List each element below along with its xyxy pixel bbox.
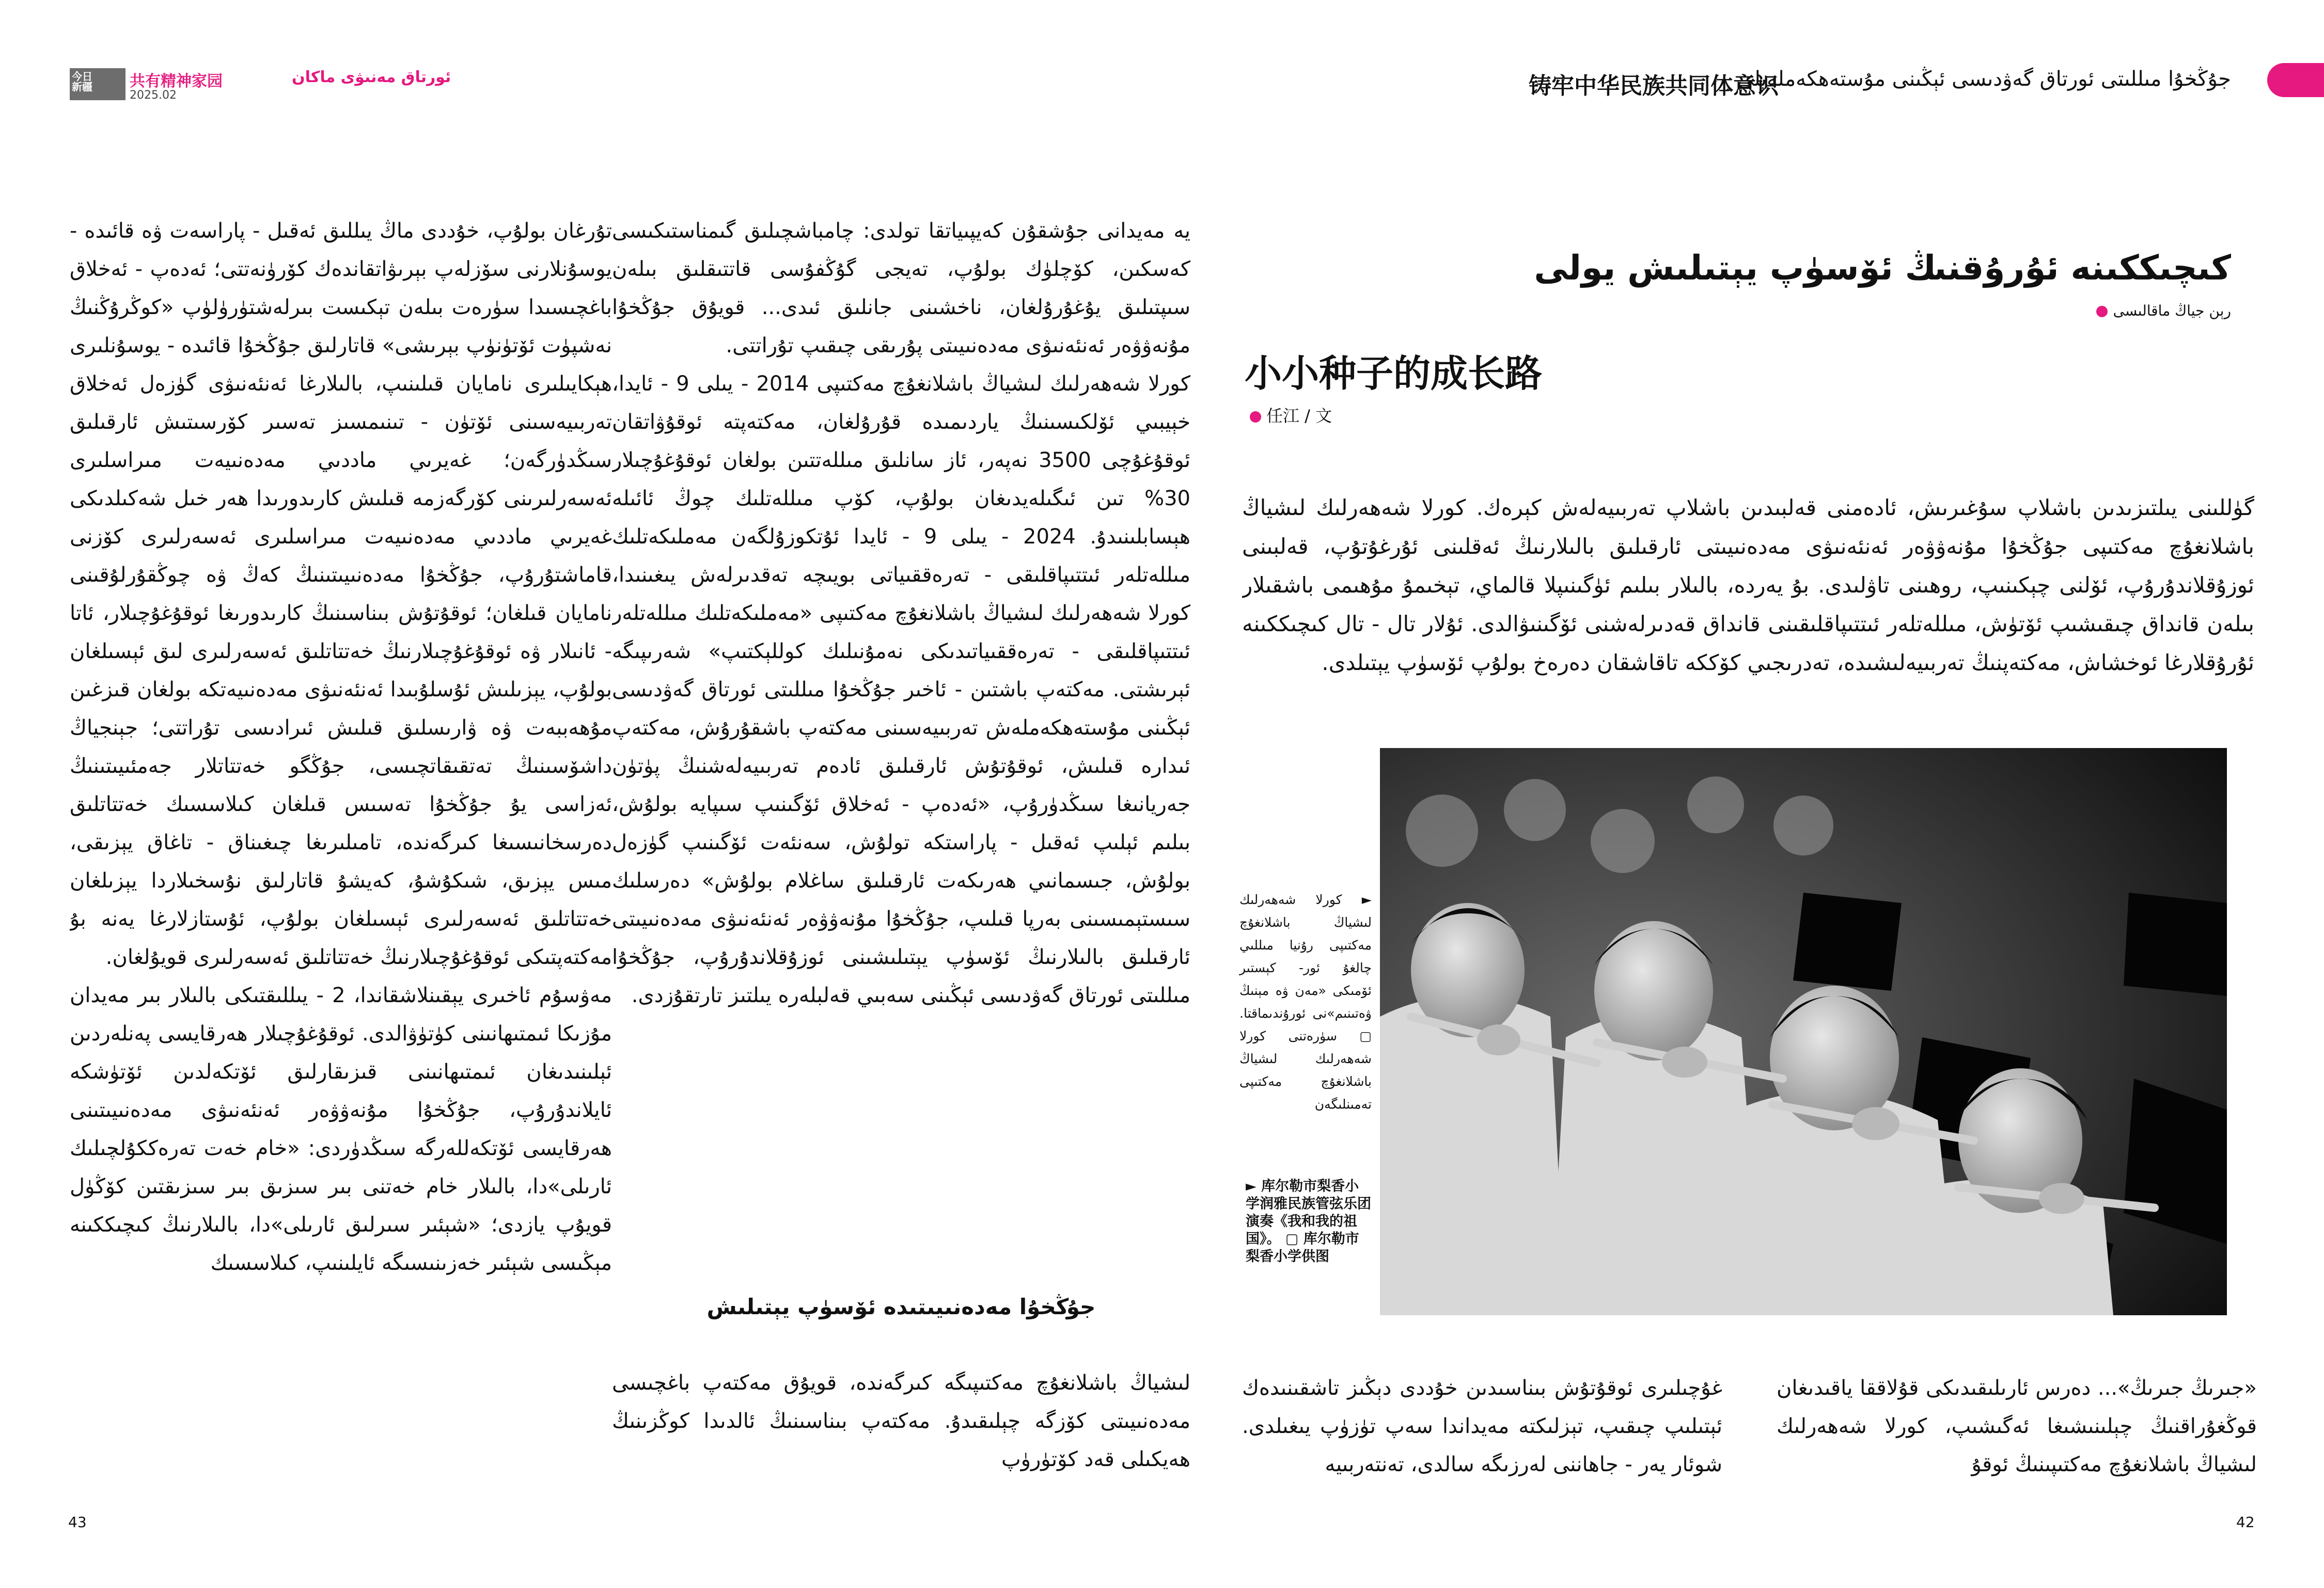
bullet-dot-icon <box>2096 306 2108 317</box>
body-column-right-right <box>1777 1369 2257 1493</box>
bullet-dot-icon <box>1250 411 1261 423</box>
body-paragraph: «جىرىڭ جىرىڭ»... دەرس ئارىلىقىدىكى قۇلاققا ياقىدىغان قوڭغۇراقنىڭ چېلىنىشىغا ئەگىشىپ، كورلا شەھەرلىك لىشياڭ باشلانغۇچ مەكتىپىنىڭ ئوقۇ <box>1777 1376 2257 1476</box>
logo-line-2: 新疆 <box>72 81 92 93</box>
author-name-cn: 任江 / 文 <box>1266 406 1332 426</box>
column-title-cn: 铸牢中华民族共同体意识 <box>1529 73 1779 99</box>
article-author-cn <box>1245 403 1332 427</box>
section-title-cn: 共有精神家园 <box>130 72 223 90</box>
page-tab-marker <box>2267 63 2324 97</box>
body-column-middle <box>612 212 1190 1307</box>
body-paragraph: لىشياڭ باشلانغۇچ مەكتىپىگە كىرگەندە، قويۇق مەكتەپ باغچىسى مەدەنىيىتى كۆزگە چېلىقىدۇ. مەكتەپ بىناسىنىڭ ئالدىدا كوڭزىنىڭ ھەيكىلى قەد كۆتۈرۈپ <box>612 1371 1190 1471</box>
body-paragraph: تۇرغان بولۇپ، خۇددى ماڭ يىللىق ئەقىل - پاراسەت ۋە قائىدە - يوسۇنلارنى سۆزلەپ بېرىۋاتقاندەك كۆرۈنەتتى؛ ئەدەپ - ئەخلاق باغچىسىدا سۈرەت بىلەن تېكىست بىرلەشتۈرۈلۈپ «كوڭرۇڭنىڭ نەشپۈت ئۆتۈنۈپ بېرىشى» قاتارلىق جۇڭخۇا قائىدە - يوسۇنلىرى ھېكايىلىرى نامايان قىلىنىپ، بالىلارغا ئەنئەنىۋى گۈزەل ئەخلاق تەربىيەسىنى ئۆتۈن - تىنىمسىز تەسىر كۆرسىتىش ئارقىلىق سىڭدۈرگەن؛ غەيرىي ماددىي مەدەنىيەت مىراسلىرى ئەسەرلىرىنى كۆرگەزمە قىلىش كارىدورىدا ھەر خىل شەكىلدىكى غەيرىي ماددىي مەدەنىيەت مىراسلىرى ئەسەرلىرى كۆزنى قاماشتۇرۇپ، جۇڭخۇا مەدەنىيىتىنىڭ كەڭ ۋە چوڭقۇرلۇقىنى نامايان قىلغان؛ ئوقۇتۇش بىناسىنىڭ كارىدورىغا ئوقۇغۇچىلار، ئاتا - ئانىلار ۋە ئوقۇغۇچىلارنىڭ خەتتاتلىق ئەسەرلىرى لىق ئېسىلغان بولۇپ، يېزىلىش ئۇسلۇبىدا ئەنئەنىۋى مەدەنىيەتكە بولغان قىزغىن مۇھەببەت ۋە ۋارىسلىق قىلىش ئىرادىسى تۇراتتى؛ جېنجياڭ داشۆسىنىڭ تەتقىقاتچىسى، جۇڭگو خەتتاتلار جەمئىيىتىنىڭ ئەزاسى يۇ جۇڭخۇا تەسىس قىلغان كىلاسسىك خەتتاتلىق دەرسخانىسىغا كىرگەندە، تامىلىرىغا چىغىناق - تاغاق يېزىقى، مىس يېزىق، شىكۇشۇ، كەيشۇ قاتارلىق نۇسخىلاردا يېزىلغان خەتتاتلىق ئەسەرلىرى ئېسىلغان بولۇپ، ئۇستازلارغا يەنە بۇ مەكتەپتىكى ئوقۇغۇچىلارنىڭ خەتتاتلىق ئەسەرلىرى قويۇلغان. <box>70 219 612 969</box>
section-subheading: جۇڭخۇا مەدەنىيىتىدە ئۆسۈپ يېتىلىش <box>706 1294 1096 1319</box>
photo-caption-ug: ► كورلا شەھەرلىك لىشياڭ باشلانغۇچ مەكتىپى رۇنيا مىللىي چالغۇ ئور- كېستىر ئۆمىكى «مەن ۋە مېنىڭ ۋەتىنىم»نى ئورۇندىماقتا. ▢ سۈرەتنى كورلا شەھەرلىك لىشياڭ باشلانغۇچ مەكتىپى تەمىنلىگەن <box>1239 892 1372 1112</box>
issue-date: 2025.02 <box>130 89 177 102</box>
column-title-ug: جۇڭخۇا مىللىتى ئورتاق گەۋدىسى ئېڭىنى مۇستەھكەملەيلى <box>1737 67 2231 91</box>
body-paragraph: كورلا شەھەرلىك لىشياڭ باشلانغۇچ مەكتىپى 2014 - يىلى 9 - ئايدا، خېيبىي ئۆلكىسىنىڭ ياردىمىدە قۇرۇلغان، مەكتەپتە ئوقۇۋاتقان ئوقۇغۇچى 3500 نەپەر، ئاز سانلىق مىللەتتىن بولغان ئوقۇغۇچىلار 30% تىن ئىگىلەيدىغان بولۇپ، كۆپ مىللەتلىك چوڭ ئائىلە ھېسابلىنىدۇ. 2024 - يىلى 9 - ئايدا ئۇتكوزۇلگەن مەملىكەتلىك مىللەتلەر ئىتتىپاقلىقى - تەرەققىياتى بويىچە تەقدىرلەش يىغىنىدا، كورلا شەھەرلىك لىشياڭ باشلانغۇچ مەكتىپى «مەملىكەتلىك مىللەتلەر ئىتتىپاقلىقى - تەرەققىياتىدىكى نەمۇنىلىك كوللېكتىپ» شەرىپىگە ئېرىشتى. مەكتەپ باشتىن - ئاخىر جۇڭخۇا مىللىتى ئورتاق گەۋدىسى ئېڭىنى مۇستەھكەملەش تەربىيەسىنى مەكتەپ باشقۇرۇش، مەكتەپ ئىدارە قىلىش، ئوقۇتۇش ئارقىلىق ئادەم تەربىيەلەشنىڭ پۈتۈن جەريانىغا سىڭدۈرۇپ، «ئەدەپ - ئەخلاق ئۆگىنىپ سىپايە بولۇش، بىلىم ئېلىپ ئەقىل - پاراستكە تولۇش، سەنئەت ئۆگىنىپ گۈزەل بولۇش، جىسمانىي ھەرىكەت ئارقىلىق ساغلام بولۇش» دەرسلىك سىستېمىسىنى بەرپا قىلىپ، جۇڭخۇا مۇنەۋۋەر ئەنئەنىۋى مەدەنىيىتى ئارقىلىق بالىلارنىڭ ئۆسۈپ يېتىلىشىنى ئوزۇقلاندۇرۇپ، جۇڭخۇا مىللىتى ئورتاق گەۋدىسى ئېڭىنى سەبىي قەلبلەرە يىلتىز تارتقۇزدى. <box>612 372 1190 1007</box>
author-name-ug: رېن جياڭ ماقالىسى <box>2113 302 2231 319</box>
logo-line-1: 今日 <box>72 70 92 83</box>
photo-caption-cn: ► 库尔勒市梨香小学润雅民族管弦乐团演奏《我和我的祖国》。 ▢ 库尔勒市梨香小学供图 <box>1246 1178 1371 1265</box>
page-number-left: 43 <box>68 1514 87 1531</box>
body-column-right-left <box>1242 1369 1722 1493</box>
body-paragraph: مەۋسۇم ئاخىرى يېقىنلاشقاندا، 2 - يىللىقتىكى بالىلار بىر مەيدان مۇزىكا ئىمتىھانىنى كۈتۈۋالدى. ئوقۇغۇچىلار ھەرقايسى پەنلەردىن ئېلىنىدىغان ئىمتىھانىنى قىزىقارلىق ئۆتكەلدىن ئۆتۈشكە ئايلاندۇرۇپ، جۇڭخۇا مۇنەۋۋەر ئەنئەنىۋى مەدەنىيىتىنى ھەرقايسى ئۆتكەللەرگە سىڭدۈردى: «خام خەت تەرەككۇلچىلىك ئارىلى»دا، بالىلار خام خەتنى بىر سىزىق بىر سىزىقتىن كۆڭۈل قويۇپ يازدى؛ «شېئىر سىرلىق ئارىلى»دا، بالىلارنىڭ كىچىككىنە مېڭىسى شېئىر خەزىنىسىگە ئايلىنىپ، كىلاسسىك <box>70 984 612 1275</box>
magazine-logo <box>70 68 125 100</box>
body-column-left <box>70 212 612 1483</box>
article-title-cn: 小小种子的成长路 <box>1245 352 1543 395</box>
intro-paragraph: گۈللىنى يىلتىزىدىن باشلاپ سۇغىرىش، ئادەمنى قەلبىدىن باشلاپ تەربىيەلەش كېرەك. كورلا شەھەرلىك لىشياڭ باشلانغۇچ مەكتىپى جۇڭخۇا مۇنەۋۋەر ئەنئەنىۋى مەدەنىيىتى ئارقىلىق بالىلارنىڭ ئەقلىنى ئۇرغۇتۇپ، قەلبىنى ئوزۇقلاندۇرۇپ، ئۆلنى چېكىنىپ، روھىنى تاۋلىدى. بۇ يەردە، بالىلار بىلىم ئۈگىنىپلا قالماي، تېخىمۇ مۇھىمى باشقىلار بىلەن قانداق چىقىشىپ ئۆتۈش، مىللەتلەر ئىتتىپاقلىقىنى قانداق قەدىرلەشنى ئۆگىنىۋالدى. ئۇلار تال - تال كىچىككىنە ئۇرۇقلارغا ئوخشاش، مەكتەپنىڭ تەربىيەلىشىدە، تەدرىجىي كۆككە تاقاشقان دەرەخ بولۇپ ئۆسۈپ يېتىلدى. <box>1242 495 2254 675</box>
body-paragraph: غۇچىلىرى ئوقۇتۇش بىناسىدىن خۇددى دېڭىز تاشقىنىدەك ئېتىلىپ چىقىپ، تېزلىكتە مەيداندا سەپ تۈزۈپ يىغىلدى. شوئار يەر - جاھاننى لەرزىگە سالدى، تەنتەربىيە <box>1242 1376 1722 1476</box>
article-intro <box>1242 488 2254 695</box>
page-number-right: 42 <box>2236 1514 2255 1531</box>
body-column-middle-continued <box>612 1364 1190 1485</box>
article-title-ug: كىچىككىنە ئۇرۇقنىڭ ئۆسۈپ يېتىلىش يولى <box>1534 248 2231 288</box>
article-author-ug <box>2091 302 2231 319</box>
section-title-ug: ئورتاق مەنىۋى ماكان <box>292 68 451 86</box>
orchestra-photo <box>1380 748 2227 1315</box>
left-page-header <box>70 68 451 104</box>
body-paragraph: يە مەيدانى جۇشقۇن كەيپىياتقا تولدى: چامباشچىلىق گىمناستىكىسى كەسكىن، كۆچلۈك بولۇپ، تەيجى گۇڭفۇسى قاتتىقلىق بىلەن سىپتىلىق يۇغۇرۇلغان، ناخشىنى جانلىق ئىدى... قويۇق جۇڭخۇا مۇنەۋۋەر ئەنئەنىۋى مەدەنىيىتى پۇرىقى چىقىپ تۇراتتى. <box>612 219 1190 357</box>
